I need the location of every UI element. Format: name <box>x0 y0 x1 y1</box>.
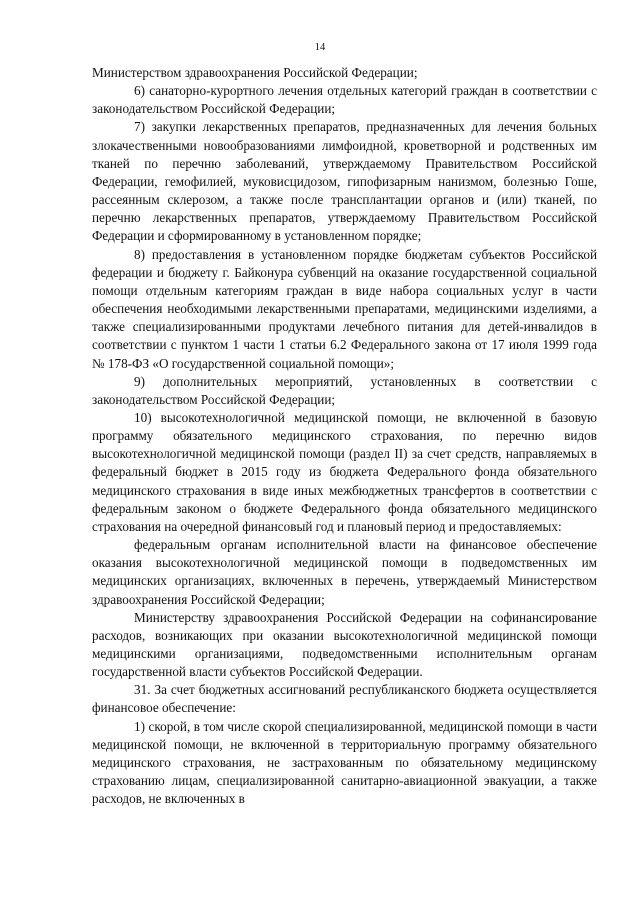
paragraph-item-8: 8) предоставления в установленном порядке бюджетам субъектов Российской федерации и бюджету г. Байконура субвенций на оказание государственной социальной помощи отдельным категориям граждан в виде набора социальных услуг в части обеспечения необходимыми лекарственными препаратами, медицинскими изделиями, а также специализированными продуктами лечебного питания для детей-инвалидов в соответствии с пунктом 1 части 1 статьи 6.2 Федерального закона от 17 июля 1999 года № 178-ФЗ «О государственной социальной помощи»; <box>92 246 597 371</box>
paragraph-item-31-1: 1) скорой, в том числе скорой специализированной, медицинской помощи в части медицинской помощи, не включенной в территориальную программу обязательного медицинского страхования, не застрахованным по обязательному медицинскому страхованию лицам, специализированной санитарно-авиационной эвакуации, а также расходов, не включенных в <box>92 718 597 807</box>
paragraph-item-31: 31. За счет бюджетных ассигнований республиканского бюджета осуществляется финансовое обеспечение: <box>92 682 597 716</box>
paragraph-continuation: Министерством здравоохранения Российской Федерации; <box>92 65 418 80</box>
paragraph-item-10: 10) высокотехнологичной медицинской помощи, не включенной в базовую программу обязательного медицинского страхования, по перечню видов высокотехнологичной медицинской помощи (раздел II) за счет средств, направляемых в федеральный бюджет в 2015 году из бюджета Федерального фонда обязательного медицинского страхования в виде иных межбюджетных трансфертов в соответствии с федеральным законом о бюджете Федерального фонда обязательного медицинского страхования на очередной финансовый год и плановый период и предоставляемых: <box>92 409 597 534</box>
paragraph-ministry: Министерству здравоохранения Российской Федерации на софинансирование расходов, возникающих при оказании высокотехнологичной медицинской помощи медицинскими организациями, подведомственными исполнительным органам государственной власти субъектов Российской Федерации. <box>92 609 597 680</box>
paragraph-item-6: 6) санаторно-курортного лечения отдельных категорий граждан в соответствии с законодательством Российской Федерации; <box>92 83 597 117</box>
paragraph-federal-organs: федеральным органам исполнительной власти на финансовое обеспечение оказания высокотехнологичной медицинской помощи в подведомственных им медицинских организациях, включенных в перечень, утверждаемый Министерством здравоохранения Российской Федерации; <box>92 537 597 607</box>
document-body <box>92 64 597 808</box>
paragraph-item-7: 7) закупки лекарственных препаратов, предназначенных для лечения больных злокачественными новообразованиями лимфоидной, кроветворной и родственных им тканей по перечню заболеваний, утверждаемому Правительством Российской Федерации, гемофилией, муковисцидозом, гипофизарным нанизмом, болезнью Гоше, рассеянным склерозом, а также после трансплантации органов и (или) тканей, по перечню лекарственных препаратов, утверждаемому Правительством Российской Федерации и сформированному в установленном порядке; <box>92 119 597 244</box>
page-number: 14 <box>314 42 326 53</box>
paragraph-item-9: 9) дополнительных мероприятий, установленных в соответствии с законодательством Российской Федерации; <box>92 373 597 407</box>
